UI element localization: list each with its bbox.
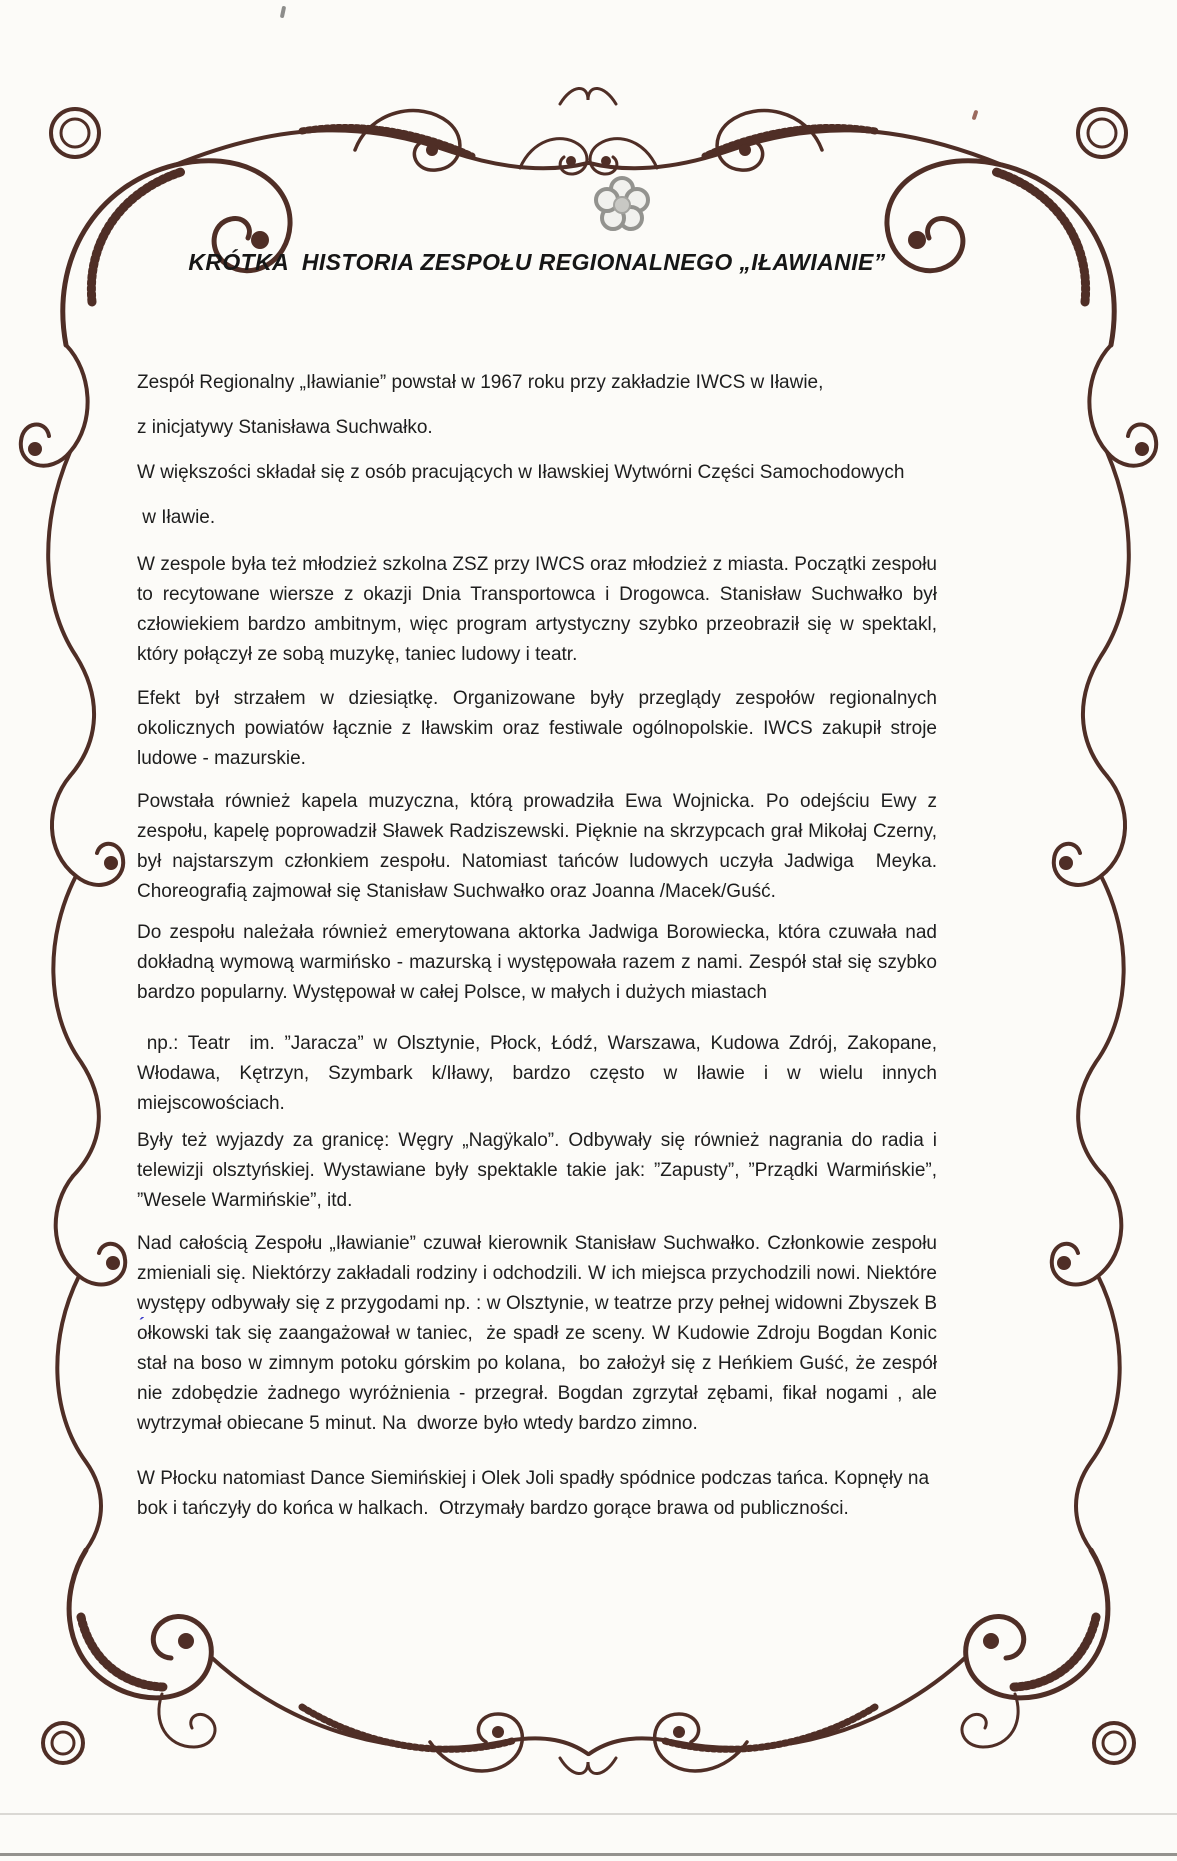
flower-ornament-icon [596, 178, 648, 229]
scan-line-light [0, 1813, 1177, 1815]
paragraph-5: Powstała również kapela muzyczna, którą prowadziła Ewa Wojnicka. Po odejściu Ewy z zespołu, kapelę poprowadził Sławek Radziszewski. Pięknie na skrzypcach grał Mikołaj Czerny, był najstarszym członkiem zespołu. Natomiast tańców ludowych uczyła Jadwiga Meyka. Choreografią zajmował się Stanisław Suchwałko oraz Joanna /Macek/Guść. [137, 791, 943, 902]
paragraph-1-line-1: Zespół Regionalny „Iławianie” powstał w 1967 roku przy zakładzie IWCS w Iławie, [137, 372, 824, 393]
paragraph-7: np.: Teatr im. ”Jaracza” w Olsztynie, Płock, Łódź, Warszawa, Kudowa Zdrój, Zakopane, Włodawa, Kętrzyn, Szymbark k/Iławy, bardzo często w Iławie i w wielu innych miejscowościach. [137, 1033, 943, 1114]
paragraph-8: Były też wyjazdy za granicę: Węgry „Nagÿkalo”. Odbywały się również nagrania do radia i telewizji olsztyńskiej. Wystawiane były spektakle takie jak: ”Zapusty”, ”Prządki Warmińskie”, ”Wesele Warmińskie”, itd. [137, 1130, 943, 1211]
paragraph-9-text-continued: łkowski tak się zaangażował w taniec, że spadł ze sceny. W Kudowie Zdroju Bogdan Konic stał na boso w zimnym potoku górskim po kolana, bo założył się z Heńkiem Guść, że zespół nie zdobędzie żadnego wyróżnienia - przegrał. Bogdan zgrzytał zębami, fikał nogami , ale wytrzymał obiecane 5 minut. Na dworze było wtedy bardzo zimno. [137, 1323, 943, 1434]
paragraph-6: Do zespołu należała również emerytowana aktorka Jadwiga Borowiecka, która czuwała nad dokładną wymową warmińsko - mazurską i występowała razem z nami. Zespół stał się szybko bardzo popularny. Występował w całej Polsce, w małych i dużych miastach [137, 922, 943, 1003]
scan-line-dark [0, 1853, 1177, 1856]
paragraph-2-line-2: w Iławie. [137, 507, 216, 528]
handwritten-blue-accent: o ´ [137, 1319, 148, 1349]
paragraph-1-line-2: z inicjatywy Stanisława Suchwałko. [137, 417, 433, 438]
paragraph-9-text: Nad całością Zespołu „Iławianie” czuwał kierownik Stanisław Suchwałko. Członkowie zespołu zmieniali się. Niektórzy zakładali rodziny i odchodzili. W ich miejsca przychodzili nowi. Niektóre występy odbywały się z przygodami np. : w Olsztynie, w teatrze przy pełnej widowni Zbyszek B [137, 1233, 943, 1314]
paragraph-9 [137, 1229, 943, 1439]
paragraph-4: Efekt był strzałem w dziesiątkę. Organizowane były przeglądy zespołów regionalnych okolicznych powiatów łącznie z Iławskim oraz festiwale ogólnopolskie. IWCS zakupił stroje ludowe - mazurskie. [137, 688, 943, 769]
paragraph-2-line-1: W większości składał się z osób pracujących w Iławskiej Wytwórni Części Samochodowych [137, 462, 905, 483]
document-content [137, 248, 943, 1524]
document-title: KRÓTKA HISTORIA ZESPOŁU REGIONALNEGO „IŁAWIANIE” [188, 249, 886, 275]
paragraph-3: W zespole była też młodzież szkolna ZSZ przy IWCS oraz młodzież z miasta. Początki zespołu to recytowane wiersze z okazji Dnia Transportowca i Drogowca. Stanisław Suchwałko był człowiekiem bardzo ambitnym, więc program artystyczny szybko przeobraził się w spektakl, który połączył ze sobą muzykę, taniec ludowy i teatr. [137, 554, 943, 665]
paragraph-10: W Płocku natomiast Dance Siemińskiej i Olek Joli spadły spódnice podczas tańca. Kopnęły na bok i tańczyły do końca w halkach. Otrzymały bardzo gorące brawa od publiczności. [137, 1468, 935, 1519]
